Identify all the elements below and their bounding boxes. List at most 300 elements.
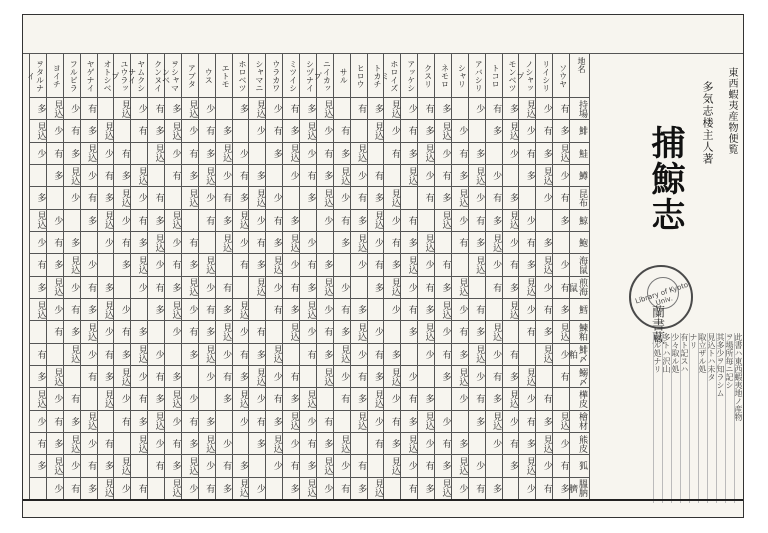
place-column [215, 53, 232, 499]
table-cell: 有 [69, 126, 80, 136]
row-label: 鰊粕 [577, 322, 587, 341]
table-cell: 多 [35, 282, 46, 292]
table-cell: 少 [541, 461, 552, 471]
table-cell: 少 [170, 416, 181, 426]
table-cell: 有 [423, 193, 434, 203]
table-cell: 有 [69, 394, 80, 404]
table-cell: 多 [86, 305, 97, 315]
table-cell: 多 [558, 215, 569, 225]
table-cell: 有 [356, 461, 367, 471]
main-title: 捕鯨志 [645, 125, 685, 233]
table-cell: 見込 [322, 278, 333, 297]
table-cell: 少 [524, 483, 535, 493]
table-cell: 多 [254, 260, 265, 270]
place-column [333, 53, 350, 499]
table-cell: 多 [406, 148, 417, 158]
table-cell: 見込 [35, 389, 46, 408]
table-cell: 多 [254, 439, 265, 449]
table-cell: 少 [102, 238, 113, 248]
table-cell: 少 [86, 260, 97, 270]
table-cell: 少 [322, 483, 333, 493]
table-cell: 多 [372, 282, 383, 292]
table-cell: 見込 [474, 166, 485, 185]
table-cell: 有 [339, 394, 350, 404]
place-name: ヲタルナイ [26, 59, 45, 92]
place-name: ヨイチ [52, 63, 62, 88]
table-cell: 少 [271, 193, 282, 203]
table-cell: 多 [237, 104, 248, 114]
row-label: 海鼠 [577, 255, 587, 274]
table-cell: 少 [102, 148, 113, 158]
table-cell: 見込 [457, 456, 468, 475]
table-cell: 多 [389, 439, 400, 449]
table-cell: 多 [507, 193, 518, 203]
table-cell: 見込 [254, 278, 265, 297]
table-cell: 少 [372, 327, 383, 337]
table-cell: 有 [440, 439, 451, 449]
table-cell: 少 [119, 215, 130, 225]
table-cell: 多 [271, 416, 282, 426]
place-name: アブタ [187, 63, 197, 88]
place-name: ソウヤ [558, 63, 568, 88]
place-name: ニイカップ [313, 59, 332, 92]
place-name: ネモロ [440, 63, 450, 88]
table-cell: 少 [305, 148, 316, 158]
table-cell: 多 [204, 327, 215, 337]
table-cell: 見込 [102, 389, 113, 408]
table-cell: 多 [221, 305, 232, 315]
table-cell: 多 [305, 193, 316, 203]
table-cell: 多 [507, 282, 518, 292]
table-cell: 少 [237, 327, 248, 337]
table-cell: 見込 [423, 412, 434, 431]
table-cell: 見込 [389, 367, 400, 386]
table-cell: 見込 [491, 412, 502, 431]
table-cell: 少 [457, 483, 468, 493]
table-cell: 有 [389, 148, 400, 158]
table-cell: 有 [339, 215, 350, 225]
table-cell: 多 [423, 483, 434, 493]
table-cell: 少 [423, 260, 434, 270]
table-cell: 有 [406, 483, 417, 493]
table-cell: 多 [204, 416, 215, 426]
table-cell: 多 [170, 372, 181, 382]
table-cell: 少 [237, 416, 248, 426]
place-column [181, 53, 198, 499]
table-cell: 有 [153, 282, 164, 292]
table-cell: 見込 [221, 322, 232, 341]
table-cell: 有 [170, 171, 181, 181]
table-cell: 少 [119, 483, 130, 493]
table-cell: 少 [491, 260, 502, 270]
note-line: 取立ザル処 [698, 333, 707, 503]
table-cell: 見込 [254, 367, 265, 386]
table-cell: 見込 [69, 345, 80, 364]
table-cell: 見込 [170, 121, 181, 140]
table-cell: 多 [136, 238, 147, 248]
explanatory-notes [655, 333, 743, 503]
table-cell: 少 [339, 282, 350, 292]
table-cell: 少 [35, 416, 46, 426]
place-name: ウス [204, 67, 214, 84]
place-column [468, 53, 485, 499]
table-cell: 少 [457, 305, 468, 315]
table-cell: 見込 [204, 166, 215, 185]
table-cell: 少 [254, 394, 265, 404]
table-cell: 多 [423, 394, 434, 404]
table-cell: 見込 [237, 389, 248, 408]
table-cell: 有 [187, 327, 198, 337]
row-label: 鰯〆 [577, 367, 587, 386]
table-cell: 見込 [204, 255, 215, 274]
table-cell: 有 [389, 238, 400, 248]
table-cell: 少 [187, 126, 198, 136]
table-cell: 有 [119, 416, 130, 426]
table-cell: 少 [406, 104, 417, 114]
table-cell: 少 [507, 238, 518, 248]
table-cell: 見込 [541, 255, 552, 274]
table-cell: 見込 [102, 300, 113, 319]
place-name: モンベツ [507, 59, 517, 92]
table-cell: 見込 [440, 121, 451, 140]
table-cell: 少 [389, 215, 400, 225]
table-cell: 少 [423, 171, 434, 181]
table-cell: 有 [372, 439, 383, 449]
row-label: 煎海鼠 [567, 278, 587, 297]
place-name: エトモ [221, 63, 231, 88]
table-cell: 少 [474, 104, 485, 114]
table-cell: 見込 [558, 412, 569, 431]
table-cell: 多 [153, 305, 164, 315]
table-cell: 見込 [52, 456, 63, 475]
table-cell: 少 [69, 282, 80, 292]
table-cell: 少 [119, 394, 130, 404]
table-cell: 少 [237, 238, 248, 248]
table-cell: 有 [204, 305, 215, 315]
table-cell: 見込 [339, 434, 350, 453]
table-cell: 多 [170, 282, 181, 292]
table-cell: 有 [35, 439, 46, 449]
table-cell: 見込 [457, 278, 468, 297]
table-cell: 有 [558, 461, 569, 471]
table-cell: 見込 [440, 479, 451, 498]
table-cell: 有 [204, 483, 215, 493]
table-cell: 見込 [153, 233, 164, 252]
table-cell: 多 [221, 394, 232, 404]
table-cell: 多 [372, 193, 383, 203]
table-cell: 少 [271, 372, 282, 382]
place-column [313, 53, 333, 499]
table-cell: 有 [102, 439, 113, 449]
table-cell: 多 [558, 483, 569, 493]
table-cell: 見込 [170, 300, 181, 319]
table-cell: 多 [69, 416, 80, 426]
table-cell: 少 [507, 148, 518, 158]
table-cell: 少 [339, 372, 350, 382]
table-cell: 多 [524, 260, 535, 270]
table-cell: 多 [102, 461, 113, 471]
table-cell: 見込 [136, 434, 147, 453]
table-cell: 有 [406, 305, 417, 315]
place-column [127, 53, 147, 499]
table-cell: 見込 [339, 345, 350, 364]
author-line: 多気志楼主人著 [701, 81, 714, 165]
table-cell: 見込 [305, 389, 316, 408]
row-label: 鯨 [577, 215, 587, 225]
table-cell: 見込 [440, 211, 451, 230]
place-column [380, 53, 400, 499]
table-cell: 多 [558, 126, 569, 136]
table-cell: 見込 [372, 211, 383, 230]
row-label-column [569, 53, 589, 499]
place-name: リイシリ [541, 59, 551, 92]
table-cell: 少 [204, 461, 215, 471]
table-cell: 有 [52, 416, 63, 426]
row-label: 鯡〆粕 [567, 345, 587, 364]
table-cell: 有 [524, 148, 535, 158]
table-cell: 多 [356, 215, 367, 225]
table-cell: 多 [372, 372, 383, 382]
table-cell: 有 [153, 193, 164, 203]
table-cell: 有 [406, 126, 417, 136]
table-cell: 少 [457, 215, 468, 225]
table-cell: 多 [507, 104, 518, 114]
table-cell: 少 [204, 282, 215, 292]
table-cell: 少 [524, 215, 535, 225]
table-cell: 見込 [507, 300, 518, 319]
table-cell: 有 [35, 260, 46, 270]
row-label: 鱒 [577, 171, 587, 181]
place-name: アバシリ [474, 59, 484, 92]
table-cell: 有 [254, 416, 265, 426]
table-cell: 見込 [102, 121, 113, 140]
table-cell: 少 [254, 483, 265, 493]
table-cell: 見込 [524, 99, 535, 118]
table-cell: 少 [389, 126, 400, 136]
table-cell: 少 [406, 282, 417, 292]
table-cell: 有 [221, 372, 232, 382]
table-cell: 少 [187, 483, 198, 493]
table-cell: 見込 [119, 188, 130, 207]
table-cell: 有 [271, 126, 282, 136]
table-cell: 多 [491, 394, 502, 404]
table-cell: 多 [541, 327, 552, 337]
place-column [97, 53, 114, 499]
table-cell: 多 [170, 104, 181, 114]
row-label: 檜材 [577, 412, 587, 431]
title-block [589, 15, 745, 519]
table-cell: 見込 [339, 166, 350, 185]
table-cell: 見込 [305, 121, 316, 140]
table-cell: 有 [322, 327, 333, 337]
table-cell: 多 [305, 104, 316, 114]
table-cell: 多 [52, 260, 63, 270]
table-cell: 有 [541, 483, 552, 493]
table-cell: 見込 [170, 211, 181, 230]
table-cell: 少 [271, 104, 282, 114]
table-cell: 多 [507, 461, 518, 471]
header-label: 地名 [577, 57, 586, 73]
table-cell: 有 [153, 104, 164, 114]
table-cell: 有 [305, 439, 316, 449]
place-column [282, 53, 299, 499]
table-cell: 多 [69, 148, 80, 158]
document-page [22, 14, 744, 518]
table-cell: 少 [86, 171, 97, 181]
table-cell: 多 [86, 215, 97, 225]
table-cell: 少 [541, 104, 552, 114]
place-column [434, 53, 451, 499]
table-cell: 見込 [372, 389, 383, 408]
table-cell: 少 [474, 193, 485, 203]
table-cell: 少 [305, 327, 316, 337]
table-cell: 有 [52, 238, 63, 248]
table-cell: 少 [153, 260, 164, 270]
table-cell: 有 [524, 327, 535, 337]
table-cell: 少 [136, 282, 147, 292]
table-cell: 有 [356, 193, 367, 203]
table-cell: 多 [356, 483, 367, 493]
table-cell: 多 [541, 238, 552, 248]
table-cell: 見込 [35, 300, 46, 319]
table-cell: 見込 [86, 322, 97, 341]
row-label: 鯡 [577, 126, 587, 136]
place-column [367, 53, 384, 499]
table-cell: 有 [204, 126, 215, 136]
table-cell: 見込 [288, 233, 299, 252]
place-column [350, 53, 367, 499]
table-cell: 見込 [119, 367, 130, 386]
table-cell: 多 [389, 260, 400, 270]
table-cell: 見込 [524, 456, 535, 475]
table-cell: 多 [254, 349, 265, 359]
table-cell: 見込 [507, 389, 518, 408]
table-cell: 見込 [136, 166, 147, 185]
table-cell: 多 [440, 104, 451, 114]
place-name: フルビラ [69, 59, 79, 92]
table-cell: 多 [153, 215, 164, 225]
table-cell: 多 [406, 327, 417, 337]
table-cell: 多 [406, 416, 417, 426]
table-cell: 少 [389, 305, 400, 315]
table-cell: 有 [86, 282, 97, 292]
table-cell: 見込 [187, 278, 198, 297]
table-cell: 多 [491, 126, 502, 136]
table-cell: 有 [507, 260, 518, 270]
table-cell: 有 [305, 260, 316, 270]
table-cell: 有 [457, 148, 468, 158]
table-cell: 多 [389, 349, 400, 359]
table-cell: 少 [221, 349, 232, 359]
table-cell: 多 [440, 461, 451, 471]
place-name: ユウラップ [110, 59, 129, 92]
place-column [63, 53, 80, 499]
note-line: 有ト記スハ [680, 333, 689, 503]
table-cell: 有 [288, 282, 299, 292]
table-cell: 見込 [491, 322, 502, 341]
table-cell: 有 [119, 238, 130, 248]
table-cell: 有 [153, 461, 164, 471]
table-cell: 見込 [406, 166, 417, 185]
note-line: ナリ [689, 333, 698, 503]
table-cell: 多 [524, 439, 535, 449]
table-cell: 見込 [187, 99, 198, 118]
note-line: 其多少ヲ知ラシム [716, 333, 725, 503]
table-cell: 見込 [237, 479, 248, 498]
table-cell: 多 [356, 305, 367, 315]
table-cell: 少 [204, 372, 215, 382]
table-cell: 多 [457, 171, 468, 181]
table-cell: 有 [35, 349, 46, 359]
table-cell: 少 [204, 104, 215, 114]
table-cell: 少 [356, 171, 367, 181]
place-column [265, 53, 282, 499]
table-cell: 多 [339, 327, 350, 337]
table-cell: 少 [221, 171, 232, 181]
table-cell: 多 [507, 372, 518, 382]
table-cell: 少 [541, 282, 552, 292]
table-cell: 少 [339, 461, 350, 471]
table-cell: 多 [221, 215, 232, 225]
table-cell: 有 [288, 372, 299, 382]
table-cell: 有 [339, 126, 350, 136]
table-cell: 有 [254, 327, 265, 337]
table-cell: 少 [474, 372, 485, 382]
table-cell: 少 [423, 439, 434, 449]
table-cell: 少 [558, 171, 569, 181]
table-cell: 多 [187, 260, 198, 270]
table-cell: 見込 [102, 479, 113, 498]
table-cell: 多 [119, 171, 130, 181]
table-cell: 見込 [35, 121, 46, 140]
table-cell: 少 [372, 238, 383, 248]
table-cell: 少 [423, 349, 434, 359]
table-cell: 見込 [119, 99, 130, 118]
table-cell: 有 [170, 439, 181, 449]
place-column [400, 53, 417, 499]
table-cell: 見込 [322, 456, 333, 475]
table-cell: 見込 [271, 434, 282, 453]
table-cell: 多 [322, 171, 333, 181]
table-cell: 多 [322, 439, 333, 449]
table-cell: 見込 [170, 479, 181, 498]
place-column [417, 53, 434, 499]
table-cell: 少 [170, 238, 181, 248]
table-cell: 見込 [305, 300, 316, 319]
table-cell: 有 [153, 372, 164, 382]
table-cell: 有 [119, 148, 130, 158]
table-cell: 見込 [524, 278, 535, 297]
table-cell: 多 [288, 215, 299, 225]
table-cell: 見込 [187, 456, 198, 475]
table-cell: 多 [35, 104, 46, 114]
table-cell: 有 [254, 238, 265, 248]
table-cell: 有 [271, 394, 282, 404]
table-cell: 多 [187, 349, 198, 359]
table-cell: 少 [52, 126, 63, 136]
table-cell: 有 [491, 372, 502, 382]
subtitle: 東西蝦夷産物便覧 [726, 67, 737, 155]
table-cell: 見込 [322, 99, 333, 118]
note-line: 見込トハ未タ [707, 333, 716, 503]
table-cell: 有 [558, 282, 569, 292]
table-cell: 多 [305, 461, 316, 471]
table-cell: 見込 [136, 345, 147, 364]
table-cell: 多 [423, 126, 434, 136]
table-cell: 有 [339, 483, 350, 493]
table-cell: 少 [153, 439, 164, 449]
table-cell: 少 [389, 394, 400, 404]
